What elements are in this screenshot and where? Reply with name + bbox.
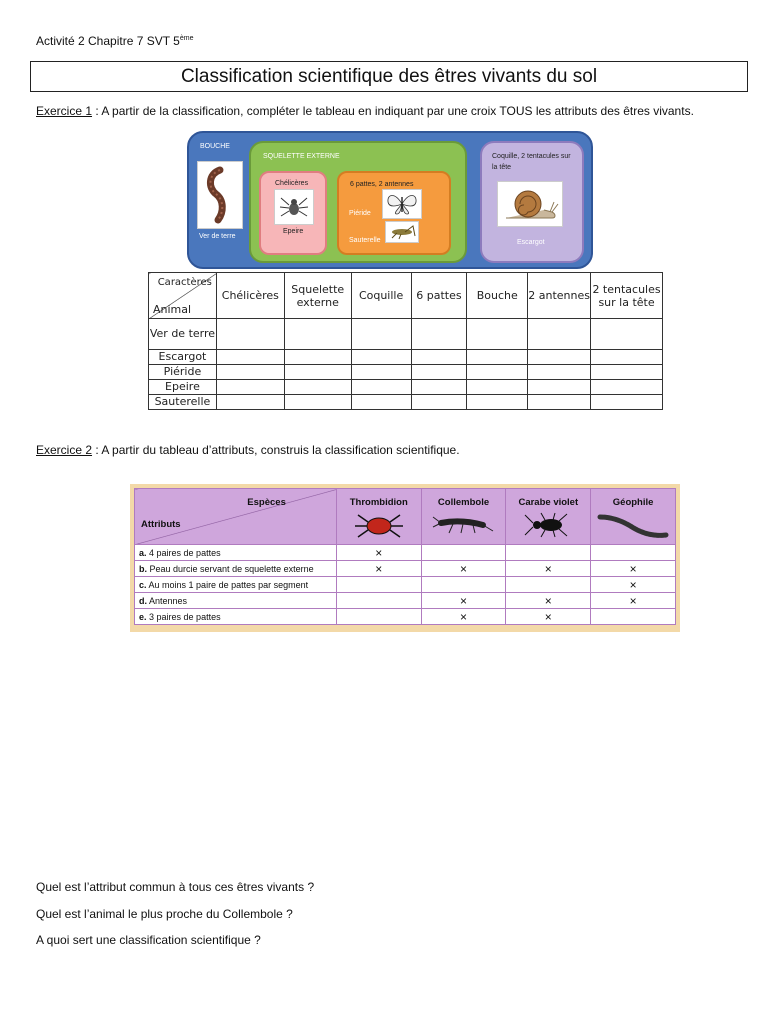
label-six-pattes: 6 pattes, 2 antennes — [350, 181, 414, 188]
mark-cell: × — [336, 561, 421, 577]
question-1: Quel est l’attribut commun à tous ces êtres vivants ? — [36, 880, 315, 894]
column-header: Coquille — [351, 273, 411, 319]
answer-cell[interactable] — [216, 380, 284, 395]
mark-cell — [336, 609, 421, 625]
answer-cell[interactable] — [411, 365, 467, 380]
mark-cell: × — [506, 593, 591, 609]
answer-cell[interactable] — [591, 395, 663, 410]
column-header: 2 tentacules sur la tête — [591, 273, 663, 319]
question-2: Quel est l’animal le plus proche du Collembole ? — [36, 907, 293, 921]
mark-cell: × — [591, 577, 676, 593]
label-coquille: Coquille, 2 tentacules sur la tête — [492, 153, 571, 171]
species-name: Carabe violet — [518, 497, 579, 508]
mark-cell — [506, 577, 591, 593]
column-header: Squelette externe — [284, 273, 351, 319]
attribute-row — [135, 593, 676, 609]
row-header: Ver de terre — [149, 319, 217, 350]
answer-cell[interactable] — [528, 350, 591, 365]
row-header: Escargot — [149, 350, 217, 365]
mark-cell: × — [591, 593, 676, 609]
answer-cell[interactable] — [411, 380, 467, 395]
mark-cell — [591, 545, 676, 561]
column-header: Chélicères — [216, 273, 284, 319]
answer-cell[interactable] — [351, 395, 411, 410]
attribute-letter: b. — [139, 563, 147, 574]
table-row — [149, 350, 663, 365]
row-header: Sauterelle — [149, 395, 217, 410]
geophile-icon — [596, 511, 670, 539]
page-title: Classification scientifique des êtres vivants du sol — [30, 61, 748, 92]
exercise-1-table — [148, 272, 663, 410]
attribute-row — [135, 545, 676, 561]
corner-attributs: Attributs — [141, 519, 181, 530]
answer-cell[interactable] — [284, 319, 351, 350]
attribute-text: Peau durcie servant de squelette externe — [149, 563, 314, 574]
answer-cell[interactable] — [411, 395, 467, 410]
mark-cell: × — [591, 561, 676, 577]
question-3: A quoi sert une classification scientifique ? — [36, 933, 261, 947]
column-header: 2 antennes — [528, 273, 591, 319]
collembole-icon — [431, 511, 497, 539]
table-row — [149, 395, 663, 410]
attribute-text: Au moins 1 paire de pattes par segment — [148, 579, 309, 590]
species-header — [506, 489, 591, 545]
answer-cell[interactable] — [591, 350, 663, 365]
exercise-1-label: Exercice 1 — [36, 104, 93, 118]
attribute-label — [135, 593, 337, 609]
table-row — [149, 380, 663, 395]
answer-cell[interactable] — [351, 350, 411, 365]
attribute-text: 4 paires de pattes — [149, 547, 221, 558]
mark-cell — [421, 577, 506, 593]
answer-cell[interactable] — [284, 380, 351, 395]
mark-cell — [336, 593, 421, 609]
label-pieride: Piéride — [349, 210, 371, 217]
exercise-1-instruction — [36, 103, 716, 119]
attribute-text: Antennes — [149, 595, 188, 606]
attributes-table — [134, 488, 676, 625]
table-corner-cell — [149, 273, 217, 319]
table-row — [149, 365, 663, 380]
exercise-2-label: Exercice 2 — [36, 443, 93, 457]
attribute-letter: c. — [139, 579, 147, 590]
answer-cell[interactable] — [411, 319, 467, 350]
answer-cell[interactable] — [528, 319, 591, 350]
label-bouche: BOUCHE — [200, 143, 230, 150]
attribute-label — [135, 561, 337, 577]
species-name: Thrombidion — [349, 497, 408, 508]
attributes-header-row — [135, 489, 676, 545]
row-header: Piéride — [149, 365, 217, 380]
thrombidion-icon — [352, 511, 406, 539]
answer-cell[interactable] — [467, 395, 528, 410]
activity-superscript: ème — [179, 35, 194, 42]
earthworm-image — [197, 161, 243, 229]
label-chelicere: Chélicères — [275, 180, 309, 187]
species-header — [421, 489, 506, 545]
mark-cell: × — [421, 593, 506, 609]
answer-cell[interactable] — [467, 350, 528, 365]
table-header-row — [149, 273, 663, 319]
answer-cell[interactable] — [411, 350, 467, 365]
answer-cell[interactable] — [216, 365, 284, 380]
answer-cell[interactable] — [591, 365, 663, 380]
answer-cell[interactable] — [284, 395, 351, 410]
answer-cell[interactable] — [284, 365, 351, 380]
species-header — [336, 489, 421, 545]
attributes-corner-cell — [135, 489, 337, 545]
spider-image — [274, 189, 314, 225]
corner-especes: Espèces — [247, 497, 286, 508]
answer-cell[interactable] — [591, 319, 663, 350]
answer-cell[interactable] — [467, 380, 528, 395]
attributes-table-image — [130, 484, 680, 632]
attribute-label — [135, 609, 337, 625]
answer-cell[interactable] — [351, 319, 411, 350]
answer-cell[interactable] — [216, 350, 284, 365]
attribute-row — [135, 577, 676, 593]
answer-cell[interactable] — [528, 395, 591, 410]
grasshopper-image — [385, 221, 419, 243]
answer-cell[interactable] — [467, 319, 528, 350]
answer-cell[interactable] — [216, 395, 284, 410]
species-header — [591, 489, 676, 545]
row-header: Epeire — [149, 380, 217, 395]
label-ver-de-terre: Ver de terre — [199, 233, 236, 240]
attribute-text: 3 paires de pattes — [149, 611, 221, 622]
answer-cell[interactable] — [216, 319, 284, 350]
classification-diagram — [187, 131, 595, 271]
label-sauterelle: Sauterelle — [349, 237, 381, 244]
answer-cell[interactable] — [467, 365, 528, 380]
mark-cell: × — [506, 561, 591, 577]
exercise-1-text: : A partir de la classification, compléter le tableau en indiquant par une croix TOUS les attributs des êtres vivants. — [92, 104, 694, 118]
butterfly-image — [382, 189, 422, 219]
answer-cell[interactable] — [528, 365, 591, 380]
exercise-2-text: : A partir du tableau d’attributs, construis la classification scientifique. — [92, 443, 460, 457]
species-name: Collembole — [437, 497, 490, 508]
exercise-2-instruction — [36, 442, 716, 458]
corner-animal: Animal — [153, 303, 192, 316]
mark-cell: × — [506, 609, 591, 625]
column-header: 6 pattes — [411, 273, 467, 319]
mark-cell: × — [336, 545, 421, 561]
mark-cell — [336, 577, 421, 593]
column-header: Bouche — [467, 273, 528, 319]
corner-caracteres: Caractères — [157, 277, 212, 288]
attribute-letter: d. — [139, 595, 147, 606]
answer-cell[interactable] — [351, 365, 411, 380]
label-squelette-externe: SQUELETTE EXTERNE — [263, 153, 340, 160]
answer-cell[interactable] — [528, 380, 591, 395]
species-name: Géophile — [612, 497, 654, 508]
attribute-row — [135, 609, 676, 625]
snail-image — [497, 181, 563, 227]
attribute-letter: a. — [139, 547, 147, 558]
activity-header — [36, 34, 193, 48]
answer-cell[interactable] — [351, 380, 411, 395]
label-epeire: Epeire — [283, 228, 304, 235]
attribute-label — [135, 577, 337, 593]
answer-cell[interactable] — [591, 380, 663, 395]
activity-label: Activité 2 Chapitre 7 SVT 5 — [36, 34, 180, 48]
label-escargot: Escargot — [517, 239, 545, 246]
mark-cell: × — [421, 561, 506, 577]
mark-cell: × — [421, 609, 506, 625]
carabe-violet-icon — [521, 511, 575, 539]
mark-cell — [506, 545, 591, 561]
attribute-label — [135, 545, 337, 561]
table-row — [149, 319, 663, 350]
answer-cell[interactable] — [284, 350, 351, 365]
attribute-letter: e. — [139, 611, 147, 622]
mark-cell — [591, 609, 676, 625]
mark-cell — [421, 545, 506, 561]
attribute-row — [135, 561, 676, 577]
